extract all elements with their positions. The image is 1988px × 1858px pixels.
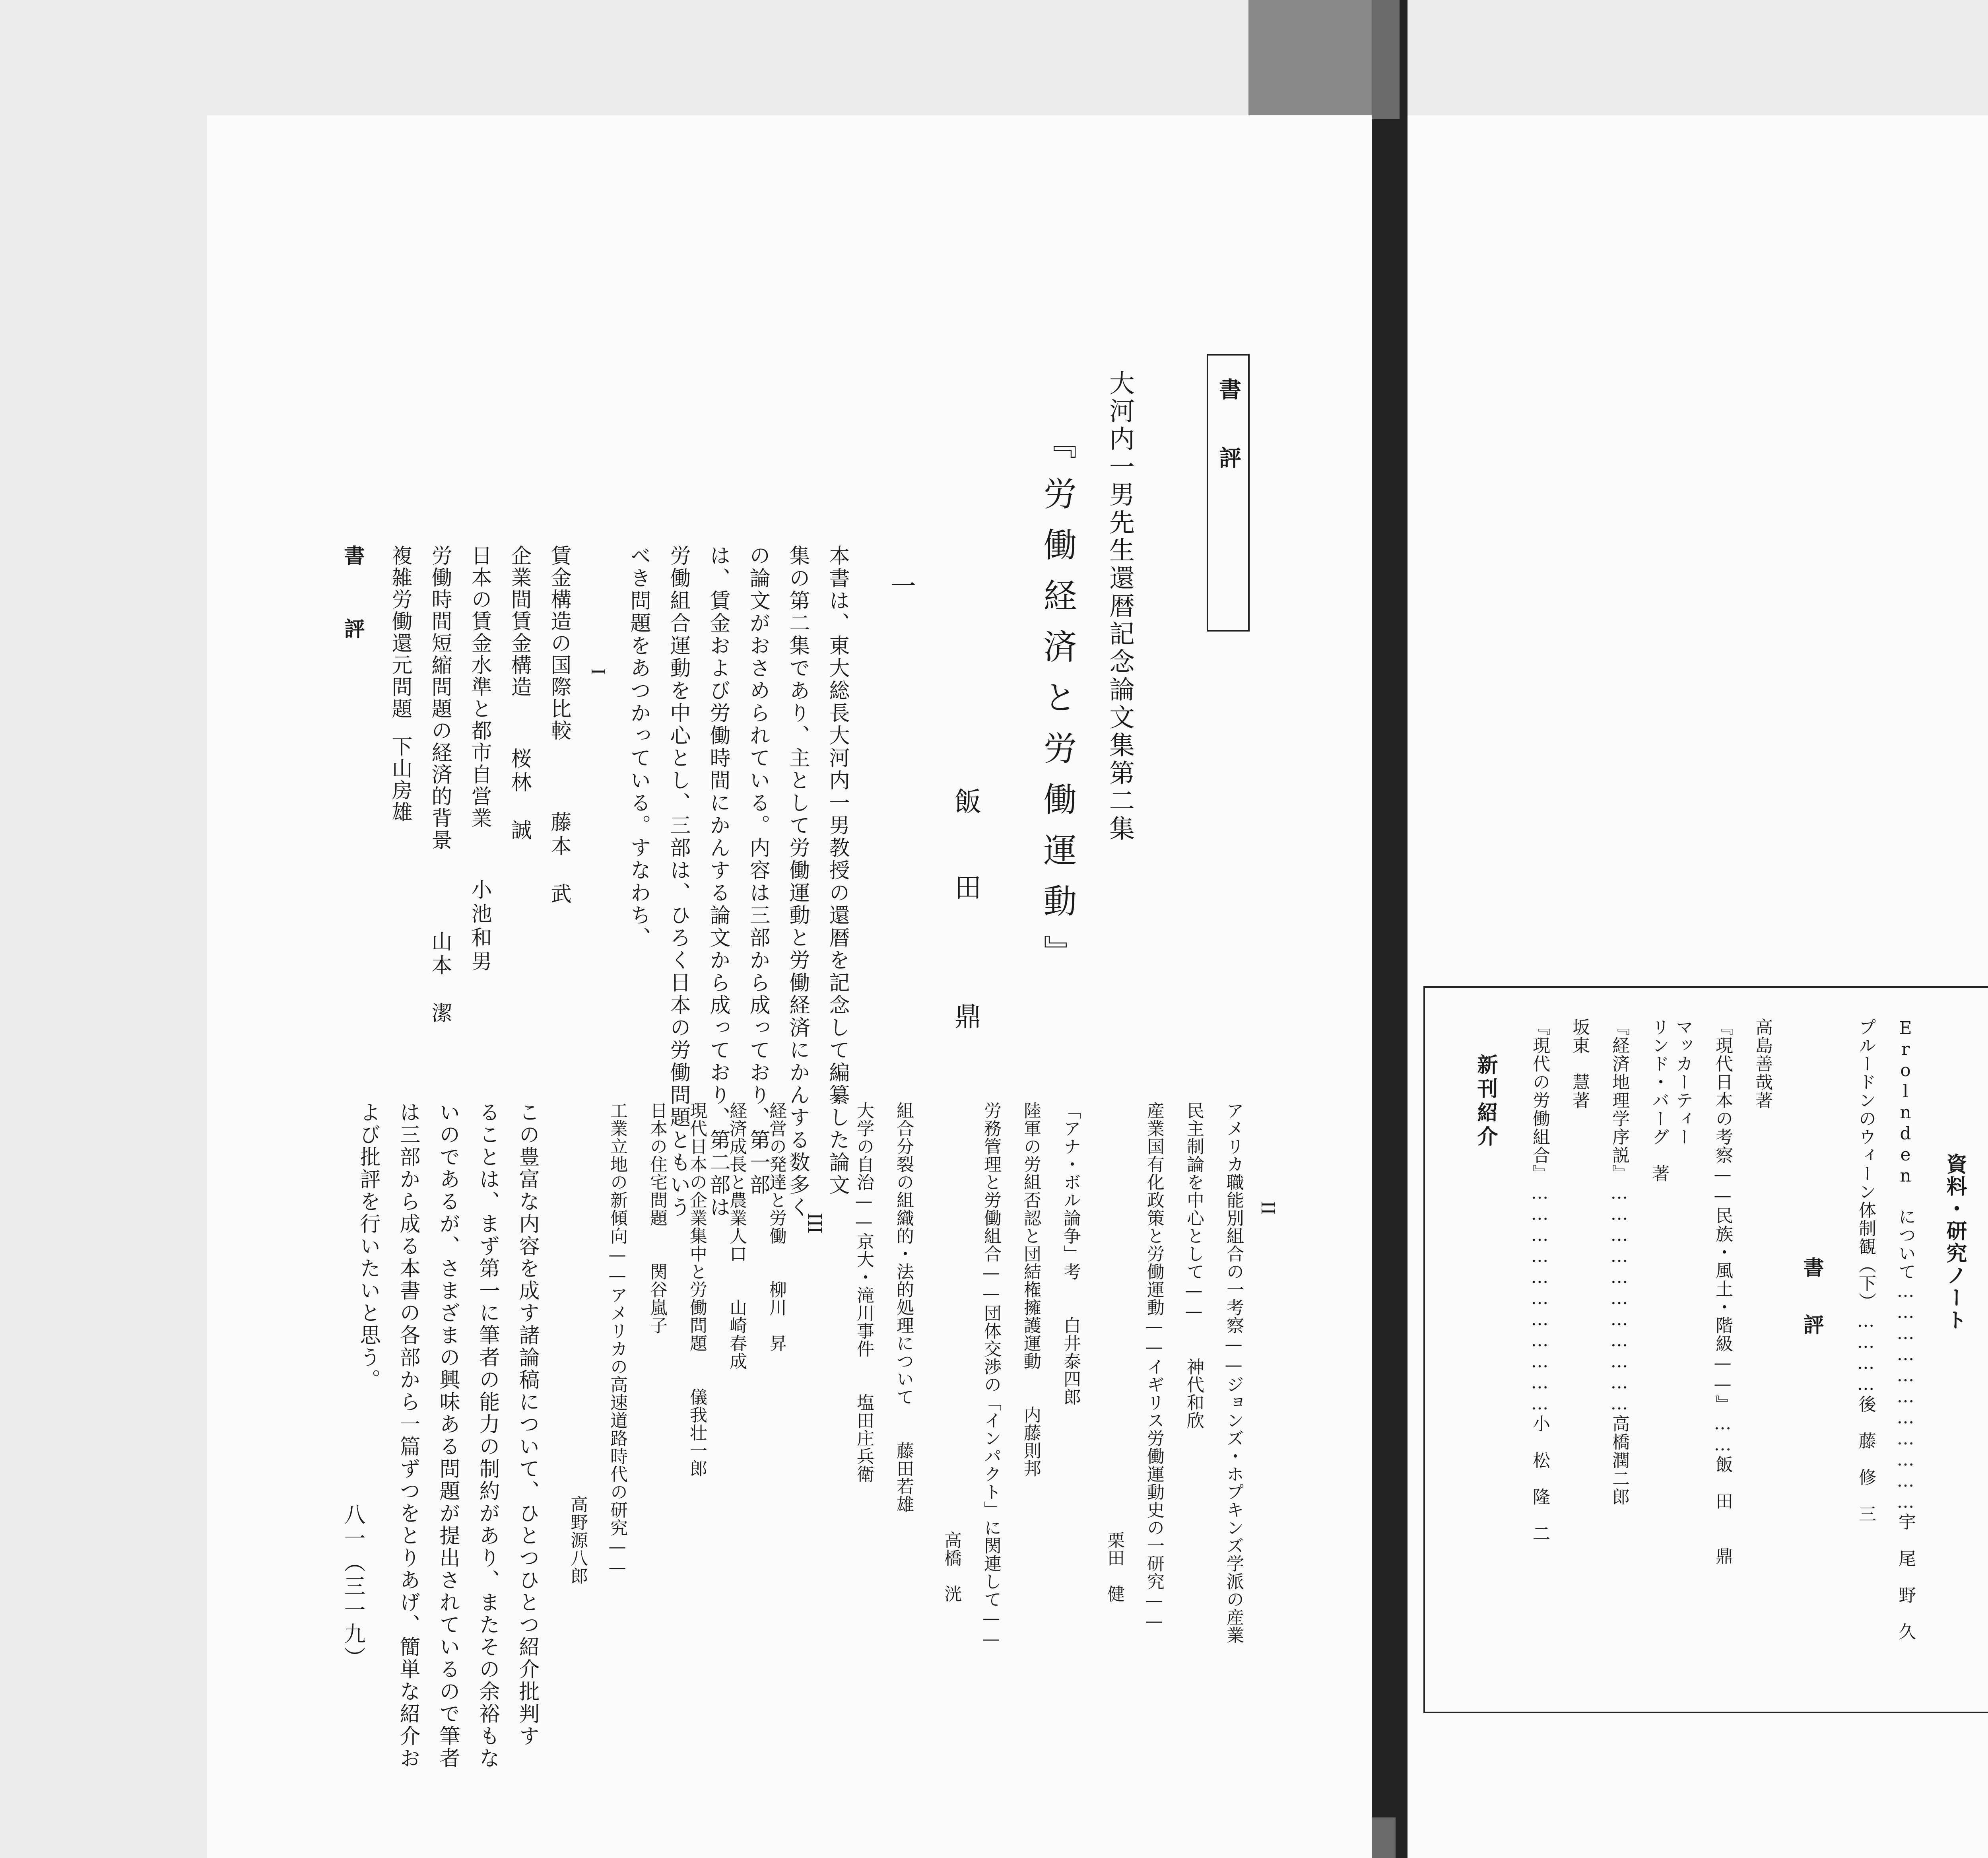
part-numeral: I xyxy=(587,668,610,675)
binding-clip-top xyxy=(1248,0,1400,119)
page-number: 八一（三一九） xyxy=(341,1503,366,1670)
section-heading: 新刊紹介 xyxy=(1474,1054,1498,1149)
toc-entry-title: 複雑労働還元問題 xyxy=(388,545,412,720)
section-heading: 書 評 xyxy=(1215,378,1242,480)
toc-entry-author: 下山房雄 xyxy=(388,736,412,823)
intro-line: の論文がおさめられている。内容は三部から成っており、第一部 xyxy=(746,545,770,1197)
toc-entry-title: 労働時間短縮問題の経済的背景 xyxy=(428,545,452,851)
contents-line: リンド・バーグ 著 xyxy=(1649,1018,1669,1183)
running-footer-label: 書 評 xyxy=(340,545,365,655)
right-page xyxy=(1408,115,1988,1858)
closing-line: よび批評を行いたいと思う。 xyxy=(356,1102,380,1391)
part-numeral: II xyxy=(1257,1201,1279,1215)
intro-line: 労働組合運動を中心とし、三部は、ひろく日本の労働問題ともいう xyxy=(666,545,690,1219)
section-heading: 書 評 xyxy=(1800,1257,1824,1343)
toc-line: 「アナ・ボル論争」考 白井泰四郎 xyxy=(1060,1102,1081,1406)
toc-line: アメリカ職能別組合の一考察——ジョンズ・ホプキンズ学派の産業 xyxy=(1223,1102,1244,1644)
contents-line: 『経済地理学序説』……………………………高橋潤二郎 xyxy=(1609,1018,1629,1506)
closing-line: ることは、まず第一に筆者の能力の制約があり、またその余裕もな xyxy=(476,1102,499,1770)
intro-line: 本書は、東大総長大河内一男教授の還暦を記念して編纂した論文 xyxy=(825,545,849,1197)
reviewer-name: 飯 田 鼎 xyxy=(950,787,981,1045)
toc-line: 経済成長と農業人口 山崎春成 xyxy=(726,1102,747,1370)
contents-line: マッカーティー xyxy=(1673,1018,1693,1146)
toc-entry-author: 桜林 誠 xyxy=(507,748,531,843)
part-numeral: III xyxy=(804,1213,826,1234)
toc-line: 工業立地の新傾向——アメリカの高速道路時代の研究—— xyxy=(607,1102,627,1578)
closing-line: いのであるが、さまざまの興味ある問題が提出されているので筆者 xyxy=(436,1102,460,1770)
toc-entry-title: 日本の賃金水準と都市自営業 xyxy=(468,545,491,829)
contents-line: 坂東 慧著 xyxy=(1569,1018,1590,1110)
part-one-mark: 一 xyxy=(886,573,916,598)
contents-line: プルードンのウィーン体制観（下）…………後 藤 修 三 xyxy=(1856,1018,1876,1523)
book-subtitle: 大河内一男先生還暦記念論文集第二集 xyxy=(1105,370,1134,843)
toc-entry-author: 小池和男 xyxy=(468,879,491,974)
intro-line: べき問題をあつかっている。すなわち、 xyxy=(627,545,650,949)
toc-line: 民主制論を中心として—— 神代和欣 xyxy=(1184,1102,1204,1429)
toc-line: 組合分裂の組織的・法的処理について 藤田若雄 xyxy=(893,1102,914,1513)
toc-entry-title: 賃金構造の国際比較 xyxy=(547,545,571,742)
closing-line: この豊富な内容を成す諸論稿について、ひとつひとつ紹介批判す xyxy=(515,1102,539,1747)
contents-line: Erolnden について……………………………宇 尾 野 久 xyxy=(1895,1018,1916,1641)
toc-line: 大学の自治——京大・滝川事件 塩田庄兵衛 xyxy=(854,1102,874,1483)
section-heading: 資料・研究ノート xyxy=(1943,1153,1967,1331)
toc-line: 栗田 健 xyxy=(1104,1102,1124,1603)
book-gutter xyxy=(1372,0,1408,1858)
toc-line: 高野源八郎 xyxy=(567,1102,588,1585)
toc-line: 経営の発達と労働 柳川 昇 xyxy=(766,1102,786,1352)
toc-line: 現代日本の企業集中と労働問題 儀我壮一郎 xyxy=(687,1102,707,1477)
toc-line: 日本の住宅問題 関谷嵐子 xyxy=(647,1102,667,1334)
left-page xyxy=(207,115,1372,1858)
contents-line: 高島善哉著 xyxy=(1752,1018,1773,1110)
toc-entry-author: 藤本 武 xyxy=(547,811,571,907)
closing-line: は三部から成る本書の各部から一篇ずつをとりあげ、簡単な紹介お xyxy=(396,1102,420,1770)
intro-line: は、賃金および労働時間にかんする論文から成っており、第二部は xyxy=(706,545,730,1219)
toc-line: 労務管理と労働組合——団体交渉の「インパクト」に関連して—— xyxy=(981,1102,1001,1650)
intro-line: 集の第二集であり、主として労働運動と労働経済にかんする数多く xyxy=(786,545,810,1219)
contents-line: 『現代の労働組合』……………………………小 松 隆 二 xyxy=(1530,1018,1550,1543)
book-title: 『労働経済と労働運動』 xyxy=(1038,426,1077,985)
toc-entry-title: 企業間賃金構造 xyxy=(507,545,531,698)
toc-line: 産業国有化政策と労働運動——イギリス労働運動史の一研究—— xyxy=(1144,1102,1164,1632)
toc-line: 高橋 洸 xyxy=(941,1102,961,1603)
toc-entry-author: 山本 潔 xyxy=(428,931,452,1026)
toc-line: 陸軍の労組否認と団結権擁護運動 内藤則邦 xyxy=(1021,1102,1041,1477)
contents-line: 『現代日本の考察——民族・風土・階級——』……飯 田 鼎 xyxy=(1712,1018,1733,1565)
